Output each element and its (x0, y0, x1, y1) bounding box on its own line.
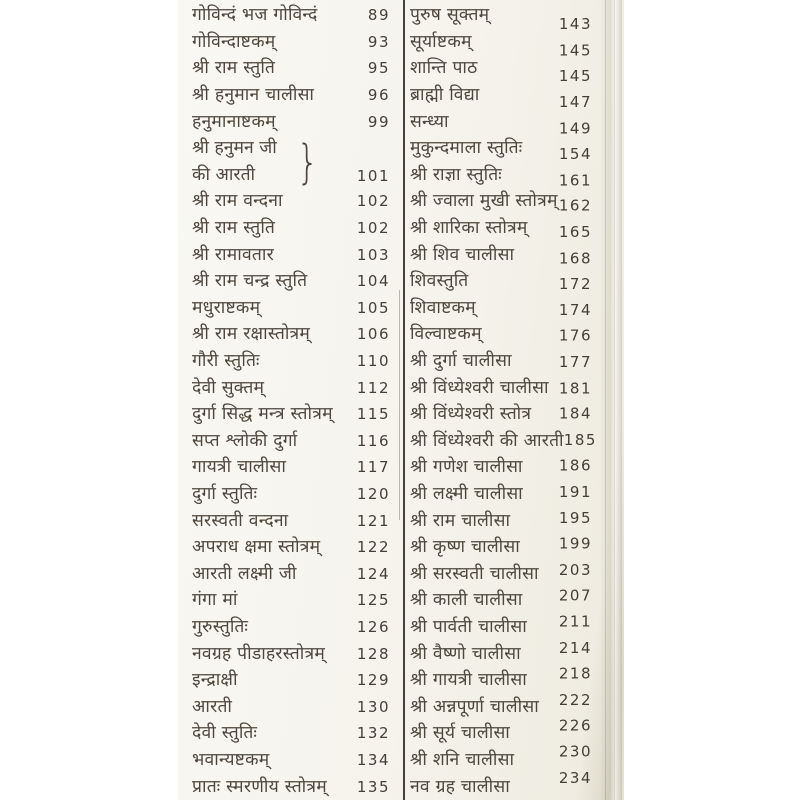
toc-entry-page-number: 184 (558, 404, 592, 423)
toc-entry (410, 401, 596, 428)
toc-entry-page-number: 106 (356, 325, 390, 344)
toc-entry-title: श्री ज्वाला मुखी स्तोत्रम् (410, 191, 558, 212)
toc-entry-title: श्री विंध्येश्वरी स्तोत्र (410, 404, 532, 425)
toc-entry-title: श्री गणेश चालीसा (410, 457, 523, 478)
toc-entry (410, 614, 596, 641)
toc-entry-page-number: 117 (356, 458, 390, 477)
toc-entry-title: श्री विंध्येश्वरी चालीसा (410, 377, 549, 398)
toc-entry-page-number: 128 (356, 644, 390, 663)
toc-entry-page-number: 211 (558, 612, 592, 631)
grouping-brace: } (296, 134, 319, 189)
toc-entry (410, 587, 596, 614)
toc-entry (410, 534, 596, 561)
toc-entry-page-number: 226 (558, 716, 592, 735)
toc-entry (410, 560, 596, 587)
toc-entry (192, 29, 396, 56)
toc-entry (192, 428, 396, 455)
toc-entry (192, 268, 396, 295)
toc-entry-page-number: 129 (356, 671, 390, 690)
toc-entry-title: श्री सूर्य चालीसा (410, 723, 511, 744)
page-edge-crease (614, 0, 615, 800)
toc-entry-title: प्रातः स्मरणीय स्तोत्रम् (192, 776, 327, 797)
toc-entry (192, 82, 396, 109)
toc-entry-title: श्री राम स्तुति (192, 218, 276, 239)
toc-entry-title: श्री शिव चालीसा (410, 244, 515, 265)
toc-entry-page-number: 149 (558, 119, 592, 138)
toc-entry-title: गंगा मां (192, 590, 238, 611)
toc-entry-title: श्री अन्नपूर्णा चालीसा (410, 696, 539, 717)
toc-entry-page-number: 186 (558, 456, 592, 475)
toc-entry-page-number: 95 (367, 59, 390, 78)
toc-entry-title: गोविन्दं भज गोविन्दं (192, 5, 318, 26)
toc-entry-title: श्री लक्ष्मी चालीसा (410, 483, 523, 504)
toc-entry-title: श्री काली चालीसा (410, 590, 523, 611)
toc-entry (410, 768, 596, 800)
toc-entry-page-number: 112 (356, 378, 390, 397)
toc-entry-page-number: 145 (558, 41, 592, 60)
toc-entry-page-number: 181 (558, 378, 592, 397)
toc-entry (410, 241, 596, 268)
toc-entry-title: श्री कृष्ण चालीसा (410, 537, 520, 558)
toc-entry (410, 162, 596, 189)
toc-entry-title: दुर्गा सिद्ध मन्त्र स्तोत्रम् (192, 404, 333, 425)
toc-entry (192, 321, 396, 348)
toc-entry (192, 667, 396, 694)
toc-entry-title: श्री राज्ञा स्तुतिः (410, 164, 502, 185)
toc-entry (192, 401, 396, 428)
toc-entry-page-number: 234 (558, 768, 592, 787)
toc-entry-title: मुकुन्दमाला स्तुतिः (410, 138, 523, 159)
toc-entry-title: शिवस्तुति (410, 271, 469, 292)
toc-entry (192, 2, 396, 29)
toc-entry (410, 664, 596, 694)
toc-entry-title: भवान्यष्टकम् (192, 749, 270, 770)
toc-entry-title: विल्वाष्टकम् (410, 324, 482, 345)
toc-entry (410, 268, 596, 295)
toc-entry-page-number: 135 (356, 777, 390, 796)
toc-entry (410, 640, 596, 667)
toc-entry-page-number: 116 (356, 431, 390, 450)
toc-entry-page-number: 122 (356, 538, 390, 557)
column-divider-rule (403, 0, 405, 800)
toc-entry (192, 560, 396, 587)
toc-entry-page-number: 110 (356, 352, 390, 371)
toc-entry-title: इन्द्राक्षी (192, 670, 238, 691)
toc-entry (192, 188, 396, 215)
toc-entry (192, 747, 396, 774)
toc-entry-page-number: 134 (356, 750, 390, 769)
toc-entry-page-number: 191 (558, 482, 592, 501)
toc-entry-page-number: 99 (367, 112, 390, 131)
toc-entry-title: श्री दुर्गा चालीसा (410, 351, 512, 372)
toc-right-column (410, 2, 596, 800)
toc-entry-title: मधुराष्टकम् (192, 297, 261, 318)
toc-entry-page-number: 115 (356, 405, 390, 424)
toc-entry-title-line: की आरती (192, 164, 256, 185)
toc-entry-page-number: 177 (558, 352, 592, 371)
toc-entry-title: आरती लक्ष्मी जी (192, 563, 297, 584)
toc-entry (192, 241, 396, 268)
toc-entry-title: आरती (192, 696, 233, 717)
toc-entry (192, 135, 396, 188)
toc-entry-title: सप्त श्लोकी दुर्गा (192, 430, 298, 451)
toc-entry (410, 428, 596, 455)
toc-entry-title: गौरी स्तुतिः (192, 351, 260, 372)
toc-entry-page-number: 105 (356, 298, 390, 317)
toc-entry-title: श्री राम स्तुति (192, 58, 276, 79)
toc-entry-title: श्री रामावतार (192, 244, 274, 265)
toc-entry (192, 720, 396, 747)
toc-entry-page-number: 174 (558, 301, 592, 320)
toc-entry-page-number: 218 (558, 664, 592, 683)
toc-entry-page-number: 165 (558, 223, 592, 242)
toc-entry-page-number: 125 (356, 591, 390, 610)
toc-entry (192, 374, 396, 401)
toc-entry-page-number: 143 (558, 15, 592, 34)
toc-entry-title: गोविन्दाष्टकम् (192, 31, 276, 52)
toc-entry-title: श्री पार्वती चालीसा (410, 616, 527, 637)
toc-entry-title: श्री सरस्वती चालीसा (410, 563, 539, 584)
toc-entry-page-number: 185 (563, 430, 597, 449)
toc-entry (192, 693, 396, 720)
page-edge-shadow (600, 0, 622, 800)
toc-entry-page-number: 207 (558, 586, 592, 605)
toc-entry (192, 587, 396, 614)
toc-entry (192, 454, 396, 481)
column-divider-crease (399, 290, 400, 520)
toc-entry-page-number: 96 (367, 86, 390, 105)
toc-entry-page-number: 161 (558, 171, 592, 190)
toc-entry (410, 82, 596, 112)
toc-entry (192, 295, 396, 322)
toc-entry-title: सूर्याष्टकम् (410, 31, 472, 52)
toc-entry-page-number: 147 (558, 93, 592, 112)
toc-entry-title: हनुमानाष्टकम् (192, 111, 276, 132)
toc-entry-title: श्री शनि चालीसा (410, 749, 515, 770)
toc-entry (410, 188, 596, 215)
toc-entry-title: श्री राम वन्दना (192, 191, 283, 212)
toc-entry (410, 321, 596, 348)
toc-entry-title: सन्ध्या (410, 111, 449, 132)
toc-entry (192, 215, 396, 242)
toc-entry-title: पुरुष सूक्तम् (410, 5, 490, 26)
toc-entry-title: श्री विंध्येश्वरी की आरती (410, 430, 564, 451)
toc-entry (192, 614, 396, 641)
toc-entry-page-number: 103 (356, 245, 390, 264)
toc-entry-title: श्री राम रक्षास्तोत्रम् (192, 324, 311, 345)
toc-left-column (192, 2, 396, 800)
toc-entry (192, 773, 396, 800)
toc-entry-title: देवी स्तुतिः (192, 723, 258, 744)
book-page (178, 0, 624, 800)
toc-entry-page-number: 214 (558, 638, 592, 657)
toc-entry (410, 481, 596, 508)
toc-entry (410, 507, 596, 534)
toc-entry-title: दुर्गा स्तुतिः (192, 483, 258, 504)
toc-entry-title: श्री राम चन्द्र स्तुति (192, 271, 308, 292)
toc-entry-page-number: 124 (356, 564, 390, 583)
toc-entry (192, 507, 396, 534)
toc-entry-title: श्री वैष्णो चालीसा (410, 643, 521, 664)
toc-entry-page-number: 102 (356, 192, 390, 211)
toc-entry (192, 640, 396, 667)
toc-entry (192, 348, 396, 375)
toc-entry-page-number: 132 (356, 724, 390, 743)
toc-entry (410, 374, 596, 401)
toc-entry-title: शिवाष्टकम् (410, 297, 476, 318)
toc-entry-page-number: 162 (558, 197, 592, 216)
toc-entry-title: शान्ति पाठ (410, 58, 478, 79)
toc-entry-page-number: 104 (356, 272, 390, 291)
toc-entry-page-number: 130 (356, 697, 390, 716)
toc-entry (410, 108, 596, 138)
toc-entry-page-number: 120 (356, 484, 390, 503)
toc-entry-page-number: 126 (356, 617, 390, 636)
toc-entry-page-number: 145 (558, 67, 592, 86)
toc-entry (410, 135, 596, 162)
toc-entry-title: श्री राम चालीसा (410, 510, 511, 531)
toc-entry (410, 215, 596, 242)
toc-entry-title: गुरुस्तुतिः (192, 616, 249, 637)
toc-entry-page-number: 89 (367, 6, 390, 25)
toc-entry-title: नवग्रह पीडाहरस्तोत्रम् (192, 643, 326, 664)
toc-entry-title-line: श्री हनुमन जी (192, 138, 277, 159)
toc-entry-title: श्री गायत्री चालीसा (410, 670, 527, 691)
toc-entry-page-number: 222 (558, 690, 592, 709)
toc-entry-page-number: 195 (558, 508, 592, 527)
toc-entry-title: देवी सुक्तम् (192, 377, 265, 398)
toc-entry-page-number: 176 (558, 327, 592, 346)
page-edge-crease (605, 0, 606, 800)
toc-entry (192, 481, 396, 508)
toc-entry-title: श्री शारिका स्तोत्रम् (410, 218, 528, 239)
toc-entry-page-number: 168 (558, 249, 592, 268)
toc-entry (410, 295, 596, 322)
toc-entry (192, 108, 396, 135)
toc-entry-page-number: 102 (356, 219, 390, 238)
toc-entry-page-number: 121 (356, 511, 390, 530)
toc-entry-page-number: 230 (558, 742, 592, 761)
toc-entry-title-multiline (192, 135, 277, 188)
toc-entry-page-number: 199 (558, 534, 592, 553)
toc-entry-title: नव ग्रह चालीसा (410, 776, 510, 797)
toc-entry (192, 534, 396, 561)
toc-entry-page-number: 203 (558, 560, 592, 579)
toc-entry (192, 55, 396, 82)
toc-entry (410, 454, 596, 481)
toc-entry (410, 2, 596, 34)
toc-entry-title: श्री हनुमान चालीसा (192, 85, 315, 106)
toc-entry-title: गायत्री चालीसा (192, 457, 287, 478)
toc-entry-title: सरस्वती वन्दना (192, 510, 289, 531)
toc-entry-page-number: 101 (356, 167, 390, 186)
toc-entry-page-number: 93 (367, 32, 390, 51)
toc-entry-page-number: 172 (558, 275, 592, 294)
toc-entry-title: अपराध क्षमा स्तोत्रम् (192, 537, 321, 558)
toc-entry-title: ब्राह्मी विद्या (410, 85, 480, 106)
toc-entry (410, 348, 596, 375)
toc-entry-page-number: 154 (558, 145, 592, 164)
